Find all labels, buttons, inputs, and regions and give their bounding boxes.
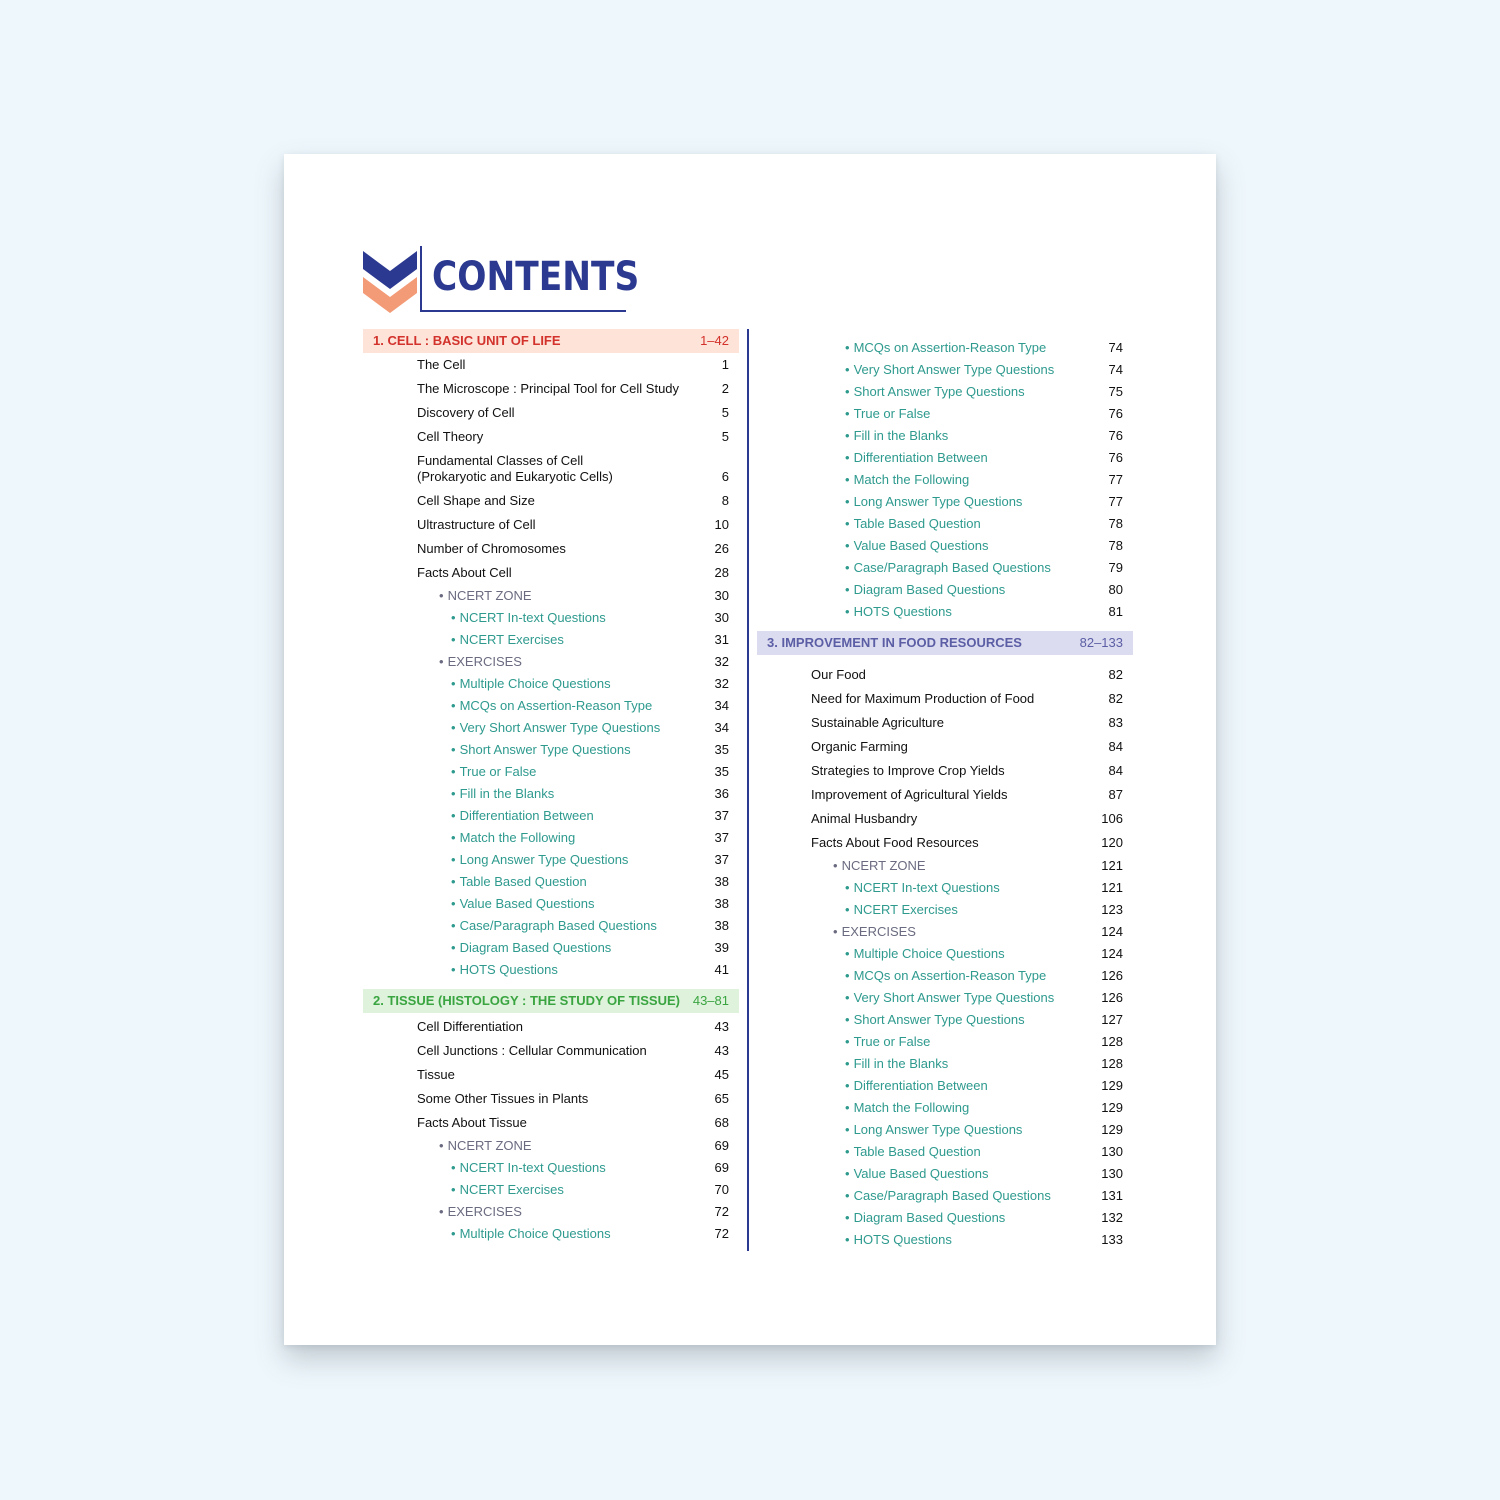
toc-label: MCQs on Assertion-Reason Type <box>853 968 1047 983</box>
bullet-icon: • <box>845 560 850 575</box>
toc-subentry[interactable] <box>757 381 1133 403</box>
bullet-icon: • <box>845 1188 850 1203</box>
toc-subentry[interactable] <box>363 1223 739 1245</box>
toc-label: Facts About Cell <box>417 565 512 580</box>
toc-subentry[interactable] <box>757 1031 1133 1053</box>
toc-label: Match the Following <box>853 1100 970 1115</box>
toc-page: 75 <box>1108 384 1123 399</box>
toc-page: 74 <box>1108 340 1123 355</box>
toc-subentry[interactable] <box>757 579 1133 601</box>
toc-label: MCQs on Assertion-Reason Type <box>459 698 653 713</box>
toc-label: Long Answer Type Questions <box>853 494 1023 509</box>
toc-entry[interactable] <box>363 353 739 377</box>
toc-label: The Microscope : Principal Tool for Cell Study <box>417 381 680 396</box>
toc-subentry[interactable] <box>757 403 1133 425</box>
bullet-icon: • <box>845 1012 850 1027</box>
chapter-pages: 1–42 <box>700 333 729 348</box>
bullet-icon: • <box>451 610 456 625</box>
bullet-icon: • <box>845 1166 850 1181</box>
toc-page: 38 <box>714 918 729 933</box>
toc-label: Our Food <box>811 667 866 682</box>
toc-page: 70 <box>714 1182 729 1197</box>
toc-label: Discovery of Cell <box>417 405 515 420</box>
toc-label: Very Short Answer Type Questions <box>853 362 1055 377</box>
toc-page: 35 <box>714 764 729 779</box>
toc-subentry[interactable] <box>363 871 739 893</box>
bullet-icon: • <box>845 494 850 509</box>
toc-entry[interactable] <box>363 513 739 537</box>
toc-page: 43 <box>714 1043 729 1058</box>
toc-section-exercises[interactable] <box>363 651 739 673</box>
toc-subentry[interactable] <box>757 899 1133 921</box>
bullet-icon: • <box>845 902 850 917</box>
toc-label: Match the Following <box>459 830 576 845</box>
toc-entry[interactable] <box>757 663 1133 687</box>
bullet-icon: • <box>845 1078 850 1093</box>
toc-page: 36 <box>714 786 729 801</box>
title-frame <box>420 246 640 312</box>
toc-page: 32 <box>714 676 729 691</box>
toc-page: 1 <box>721 357 729 372</box>
bullet-icon: • <box>845 340 850 355</box>
toc-page: 5 <box>721 429 729 444</box>
toc-subentry[interactable] <box>757 1163 1133 1185</box>
toc-page: 124 <box>1101 946 1123 961</box>
toc-section-ncert-zone[interactable] <box>363 585 739 607</box>
bullet-icon: • <box>833 858 838 873</box>
toc-page: 30 <box>714 610 729 625</box>
chapter-pages: 82–133 <box>1079 635 1123 650</box>
toc-page: 84 <box>1108 763 1123 778</box>
bullet-icon: • <box>845 428 850 443</box>
bullet-icon: • <box>845 1232 850 1247</box>
toc-label: Long Answer Type Questions <box>853 1122 1023 1137</box>
bullet-icon: • <box>439 588 444 603</box>
toc-label: NCERT Exercises <box>853 902 958 917</box>
bullet-icon: • <box>451 1226 456 1241</box>
toc-label: NCERT Exercises <box>459 632 564 647</box>
bullet-icon: • <box>845 946 850 961</box>
toc-page: 133 <box>1101 1232 1123 1247</box>
toc-page: 129 <box>1101 1100 1123 1115</box>
toc-subentry[interactable] <box>363 1157 739 1179</box>
toc-label: Short Answer Type Questions <box>459 742 631 757</box>
toc-label: Improvement of Agricultural Yields <box>811 787 1008 802</box>
toc-entry[interactable] <box>757 831 1133 855</box>
toc-page: 30 <box>714 588 729 603</box>
toc-subentry[interactable] <box>363 761 739 783</box>
toc-label: Facts About Food Resources <box>811 835 979 850</box>
toc-entry[interactable] <box>757 759 1133 783</box>
toc-page: 129 <box>1101 1078 1123 1093</box>
toc-page: 82 <box>1108 667 1123 682</box>
toc-subentry[interactable] <box>363 915 739 937</box>
toc-label: Case/Paragraph Based Questions <box>853 560 1051 575</box>
toc-subentry[interactable] <box>757 1053 1133 1075</box>
toc-subentry[interactable] <box>363 959 739 981</box>
bullet-icon: • <box>845 1122 850 1137</box>
toc-label: Value Based Questions <box>459 896 595 911</box>
toc-subentry[interactable] <box>757 425 1133 447</box>
bullet-icon: • <box>845 968 850 983</box>
toc-entry[interactable] <box>363 401 739 425</box>
toc-label: True or False <box>459 764 537 779</box>
bullet-icon: • <box>451 742 456 757</box>
toc-page: 130 <box>1101 1144 1123 1159</box>
bullet-icon: • <box>451 1182 456 1197</box>
toc-subentry[interactable] <box>757 1009 1133 1031</box>
toc-label: Fill in the Blanks <box>459 786 555 801</box>
toc-entry[interactable] <box>363 561 739 585</box>
toc-page: 78 <box>1108 538 1123 553</box>
bullet-icon: • <box>451 852 456 867</box>
toc-page: 39 <box>714 940 729 955</box>
toc-subentry[interactable] <box>757 601 1133 623</box>
toc-entry[interactable] <box>757 783 1133 807</box>
toc-page: 72 <box>714 1204 729 1219</box>
toc-page: 37 <box>714 852 729 867</box>
toc-subentry[interactable] <box>757 447 1133 469</box>
toc-label: Multiple Choice Questions <box>459 1226 611 1241</box>
toc-page: 79 <box>1108 560 1123 575</box>
bullet-icon: • <box>845 362 850 377</box>
chapter-heading[interactable] <box>363 329 739 353</box>
toc-page: 37 <box>714 830 729 845</box>
toc-label: Differentiation Between <box>459 808 594 823</box>
bullet-icon: • <box>845 1210 850 1225</box>
toc-entry[interactable] <box>363 1063 739 1087</box>
toc-label: Case/Paragraph Based Questions <box>459 918 657 933</box>
toc-label: Value Based Questions <box>853 538 989 553</box>
toc-page: 77 <box>1108 494 1123 509</box>
bullet-icon: • <box>845 450 850 465</box>
toc-label: Cell Junctions : Cellular Communication <box>417 1043 647 1058</box>
toc-subentry[interactable] <box>757 535 1133 557</box>
chapter-heading[interactable] <box>757 631 1133 655</box>
toc-page: 121 <box>1101 858 1123 873</box>
toc-subentry[interactable] <box>363 629 739 651</box>
bullet-icon: • <box>845 880 850 895</box>
toc-label: Fundamental Classes of Cell (Prokaryotic and Eukaryotic Cells) <box>417 453 613 484</box>
toc-page: 80 <box>1108 582 1123 597</box>
chapter-title: 3. IMPROVEMENT IN FOOD RESOURCES <box>767 635 1022 650</box>
toc-label: Organic Farming <box>811 739 908 754</box>
toc-subentry[interactable] <box>757 513 1133 535</box>
bullet-icon: • <box>845 406 850 421</box>
toc-page: 127 <box>1101 1012 1123 1027</box>
toc-label: NCERT In-text Questions <box>459 1160 606 1175</box>
toc-subentry[interactable] <box>757 1229 1133 1251</box>
bullet-icon: • <box>845 384 850 399</box>
column-divider <box>747 329 749 1251</box>
toc-page: 34 <box>714 698 729 713</box>
left-column <box>363 329 739 1245</box>
toc-section-exercises[interactable] <box>757 921 1133 943</box>
toc-entry[interactable] <box>757 807 1133 831</box>
toc-label: Fill in the Blanks <box>853 1056 949 1071</box>
toc-label: Strategies to Improve Crop Yields <box>811 763 1005 778</box>
toc-subentry[interactable] <box>363 1179 739 1201</box>
contents-page <box>284 154 1216 1345</box>
toc-label: Cell Theory <box>417 429 484 444</box>
toc-page: 69 <box>714 1160 729 1175</box>
toc-page: 26 <box>714 541 729 556</box>
toc-page: 129 <box>1101 1122 1123 1137</box>
toc-subentry[interactable] <box>363 739 739 761</box>
toc-label: NCERT Exercises <box>459 1182 564 1197</box>
bullet-icon: • <box>451 764 456 779</box>
bullet-icon: • <box>451 720 456 735</box>
toc-page: 38 <box>714 896 729 911</box>
toc-page: 5 <box>721 405 729 420</box>
bullet-icon: • <box>845 604 850 619</box>
toc-page: 87 <box>1108 787 1123 802</box>
toc-entry[interactable] <box>363 425 739 449</box>
toc-page: 76 <box>1108 428 1123 443</box>
bullet-icon: • <box>451 940 456 955</box>
page-title: CONTENTS <box>432 254 640 300</box>
toc-page: 38 <box>714 874 729 889</box>
bullet-icon: • <box>845 582 850 597</box>
toc-page: 35 <box>714 742 729 757</box>
bullet-icon: • <box>451 830 456 845</box>
toc-label: Some Other Tissues in Plants <box>417 1091 589 1106</box>
toc-page: 81 <box>1108 604 1123 619</box>
toc-subentry[interactable] <box>757 1119 1133 1141</box>
bullet-icon: • <box>845 990 850 1005</box>
toc-label: Number of Chromosomes <box>417 541 566 556</box>
toc-subentry[interactable] <box>363 673 739 695</box>
toc-label: Long Answer Type Questions <box>459 852 629 867</box>
toc-page: 120 <box>1101 835 1123 850</box>
toc-label: Table Based Question <box>853 516 981 531</box>
toc-subentry[interactable] <box>363 937 739 959</box>
toc-entry[interactable] <box>363 377 739 401</box>
toc-label: Table Based Question <box>459 874 587 889</box>
toc-page: 124 <box>1101 924 1123 939</box>
toc-subentry[interactable] <box>757 965 1133 987</box>
toc-label: Match the Following <box>853 472 970 487</box>
chapter-pages: 43–81 <box>692 993 729 1008</box>
bullet-icon: • <box>451 698 456 713</box>
toc-entry[interactable] <box>363 537 739 561</box>
toc-subentry[interactable] <box>757 491 1133 513</box>
bullet-icon: • <box>845 516 850 531</box>
toc-page: 2 <box>721 381 729 396</box>
toc-page: 126 <box>1101 968 1123 983</box>
toc-subentry[interactable] <box>757 943 1133 965</box>
toc-label: Need for Maximum Production of Food <box>811 691 1035 706</box>
toc-label: Differentiation Between <box>853 450 988 465</box>
toc-label: The Cell <box>417 357 466 372</box>
bullet-icon: • <box>439 654 444 669</box>
toc-label: NCERT ZONE <box>841 858 926 873</box>
toc-section-ncert-zone[interactable] <box>363 1135 739 1157</box>
chapter-title: 2. TISSUE (HISTOLOGY : THE STUDY OF TISSUE) <box>373 993 680 1008</box>
toc-page: 123 <box>1101 902 1123 917</box>
toc-entry[interactable] <box>363 1039 739 1063</box>
bullet-icon: • <box>845 1056 850 1071</box>
toc-page: 132 <box>1101 1210 1123 1225</box>
toc-entry[interactable] <box>363 1087 739 1111</box>
toc-label: Diagram Based Questions <box>459 940 612 955</box>
bullet-icon: • <box>451 1160 456 1175</box>
right-column <box>757 337 1133 1251</box>
toc-page: 6 <box>721 469 729 484</box>
toc-page: 68 <box>714 1115 729 1130</box>
toc-label: Multiple Choice Questions <box>459 676 611 691</box>
toc-page: 82 <box>1108 691 1123 706</box>
toc-label: Animal Husbandry <box>811 811 918 826</box>
toc-label: Table Based Question <box>853 1144 981 1159</box>
toc-entry[interactable] <box>757 687 1133 711</box>
toc-label: Cell Shape and Size <box>417 493 535 508</box>
toc-subentry[interactable] <box>757 557 1133 579</box>
toc-page: 128 <box>1101 1056 1123 1071</box>
bullet-icon: • <box>451 632 456 647</box>
toc-page: 83 <box>1108 715 1123 730</box>
bullet-icon: • <box>845 1144 850 1159</box>
bullet-icon: • <box>439 1204 444 1219</box>
toc-label: Cell Differentiation <box>417 1019 523 1034</box>
toc-label: HOTS Questions <box>853 604 952 619</box>
bullet-icon: • <box>439 1138 444 1153</box>
toc-page: 76 <box>1108 450 1123 465</box>
bullet-icon: • <box>451 808 456 823</box>
toc-entry[interactable] <box>363 1015 739 1039</box>
toc-page: 126 <box>1101 990 1123 1005</box>
bullet-icon: • <box>451 874 456 889</box>
toc-page: 31 <box>714 632 729 647</box>
toc-label: True or False <box>853 406 931 421</box>
toc-page: 10 <box>714 517 729 532</box>
toc-label: Very Short Answer Type Questions <box>459 720 661 735</box>
toc-page: 131 <box>1101 1188 1123 1203</box>
toc-label: EXERCISES <box>447 654 522 669</box>
toc-page: 65 <box>714 1091 729 1106</box>
toc-subentry[interactable] <box>363 805 739 827</box>
toc-label: NCERT In-text Questions <box>853 880 1000 895</box>
toc-label: HOTS Questions <box>853 1232 952 1247</box>
toc-entry[interactable] <box>757 735 1133 759</box>
toc-subentry[interactable] <box>757 1141 1133 1163</box>
toc-entry[interactable] <box>363 489 739 513</box>
toc-page: 32 <box>714 654 729 669</box>
toc-subentry[interactable] <box>363 893 739 915</box>
toc-subentry[interactable] <box>363 827 739 849</box>
toc-label: NCERT ZONE <box>447 588 532 603</box>
toc-subentry[interactable] <box>757 1185 1133 1207</box>
toc-page: 106 <box>1101 811 1123 826</box>
bullet-icon: • <box>451 676 456 691</box>
toc-page: 84 <box>1108 739 1123 754</box>
toc-label: Sustainable Agriculture <box>811 715 944 730</box>
toc-section-ncert-zone[interactable] <box>757 855 1133 877</box>
toc-subentry[interactable] <box>757 359 1133 381</box>
bullet-icon: • <box>451 786 456 801</box>
toc-label: Short Answer Type Questions <box>853 1012 1025 1027</box>
toc-label: Facts About Tissue <box>417 1115 527 1130</box>
chevron-logo-icon <box>363 247 417 313</box>
bullet-icon: • <box>451 896 456 911</box>
toc-section-exercises[interactable] <box>363 1201 739 1223</box>
toc-page: 76 <box>1108 406 1123 421</box>
toc-label: Short Answer Type Questions <box>853 384 1025 399</box>
toc-label: Very Short Answer Type Questions <box>853 990 1055 1005</box>
chapter-heading[interactable] <box>363 989 739 1013</box>
toc-subentry[interactable] <box>757 469 1133 491</box>
toc-subentry[interactable] <box>757 1097 1133 1119</box>
toc-page: 45 <box>714 1067 729 1082</box>
toc-label: Value Based Questions <box>853 1166 989 1181</box>
toc-subentry[interactable] <box>363 695 739 717</box>
bullet-icon: • <box>451 962 456 977</box>
toc-page: 37 <box>714 808 729 823</box>
toc-label: True or False <box>853 1034 931 1049</box>
toc-subentry[interactable] <box>757 1207 1133 1229</box>
bullet-icon: • <box>845 1100 850 1115</box>
toc-label: NCERT In-text Questions <box>459 610 606 625</box>
bullet-icon: • <box>845 1034 850 1049</box>
toc-page: 74 <box>1108 362 1123 377</box>
bullet-icon: • <box>845 472 850 487</box>
toc-page: 130 <box>1101 1166 1123 1181</box>
toc-label: Tissue <box>417 1067 455 1082</box>
chapter-title: 1. CELL : BASIC UNIT OF LIFE <box>373 333 561 348</box>
toc-label: EXERCISES <box>447 1204 522 1219</box>
toc-label: Ultrastructure of Cell <box>417 517 536 532</box>
toc-entry[interactable] <box>363 1111 739 1135</box>
toc-page: 78 <box>1108 516 1123 531</box>
toc-page: 41 <box>714 962 729 977</box>
toc-subentry[interactable] <box>757 1075 1133 1097</box>
toc-page: 28 <box>714 565 729 580</box>
toc-label: Diagram Based Questions <box>853 1210 1006 1225</box>
toc-label: Differentiation Between <box>853 1078 988 1093</box>
toc-label: NCERT ZONE <box>447 1138 532 1153</box>
toc-page: 8 <box>721 493 729 508</box>
toc-subentry[interactable] <box>363 607 739 629</box>
toc-label: MCQs on Assertion-Reason Type <box>853 340 1047 355</box>
toc-entry[interactable] <box>757 711 1133 735</box>
toc-label: Multiple Choice Questions <box>853 946 1005 961</box>
toc-subentry[interactable] <box>757 987 1133 1009</box>
toc-subentry[interactable] <box>363 717 739 739</box>
toc-label: Fill in the Blanks <box>853 428 949 443</box>
toc-subentry[interactable] <box>757 337 1133 359</box>
toc-page: 121 <box>1101 880 1123 895</box>
toc-subentry[interactable] <box>363 849 739 871</box>
toc-label: Case/Paragraph Based Questions <box>853 1188 1051 1203</box>
toc-entry[interactable] <box>363 449 739 489</box>
toc-page: 69 <box>714 1138 729 1153</box>
toc-page: 34 <box>714 720 729 735</box>
toc-label: Diagram Based Questions <box>853 582 1006 597</box>
toc-page: 72 <box>714 1226 729 1241</box>
bullet-icon: • <box>845 538 850 553</box>
bullet-icon: • <box>833 924 838 939</box>
bullet-icon: • <box>451 918 456 933</box>
toc-label: EXERCISES <box>841 924 916 939</box>
toc-page: 128 <box>1101 1034 1123 1049</box>
toc-subentry[interactable] <box>363 783 739 805</box>
toc-page: 43 <box>714 1019 729 1034</box>
toc-label: HOTS Questions <box>459 962 558 977</box>
toc-page: 77 <box>1108 472 1123 487</box>
toc-subentry[interactable] <box>757 877 1133 899</box>
